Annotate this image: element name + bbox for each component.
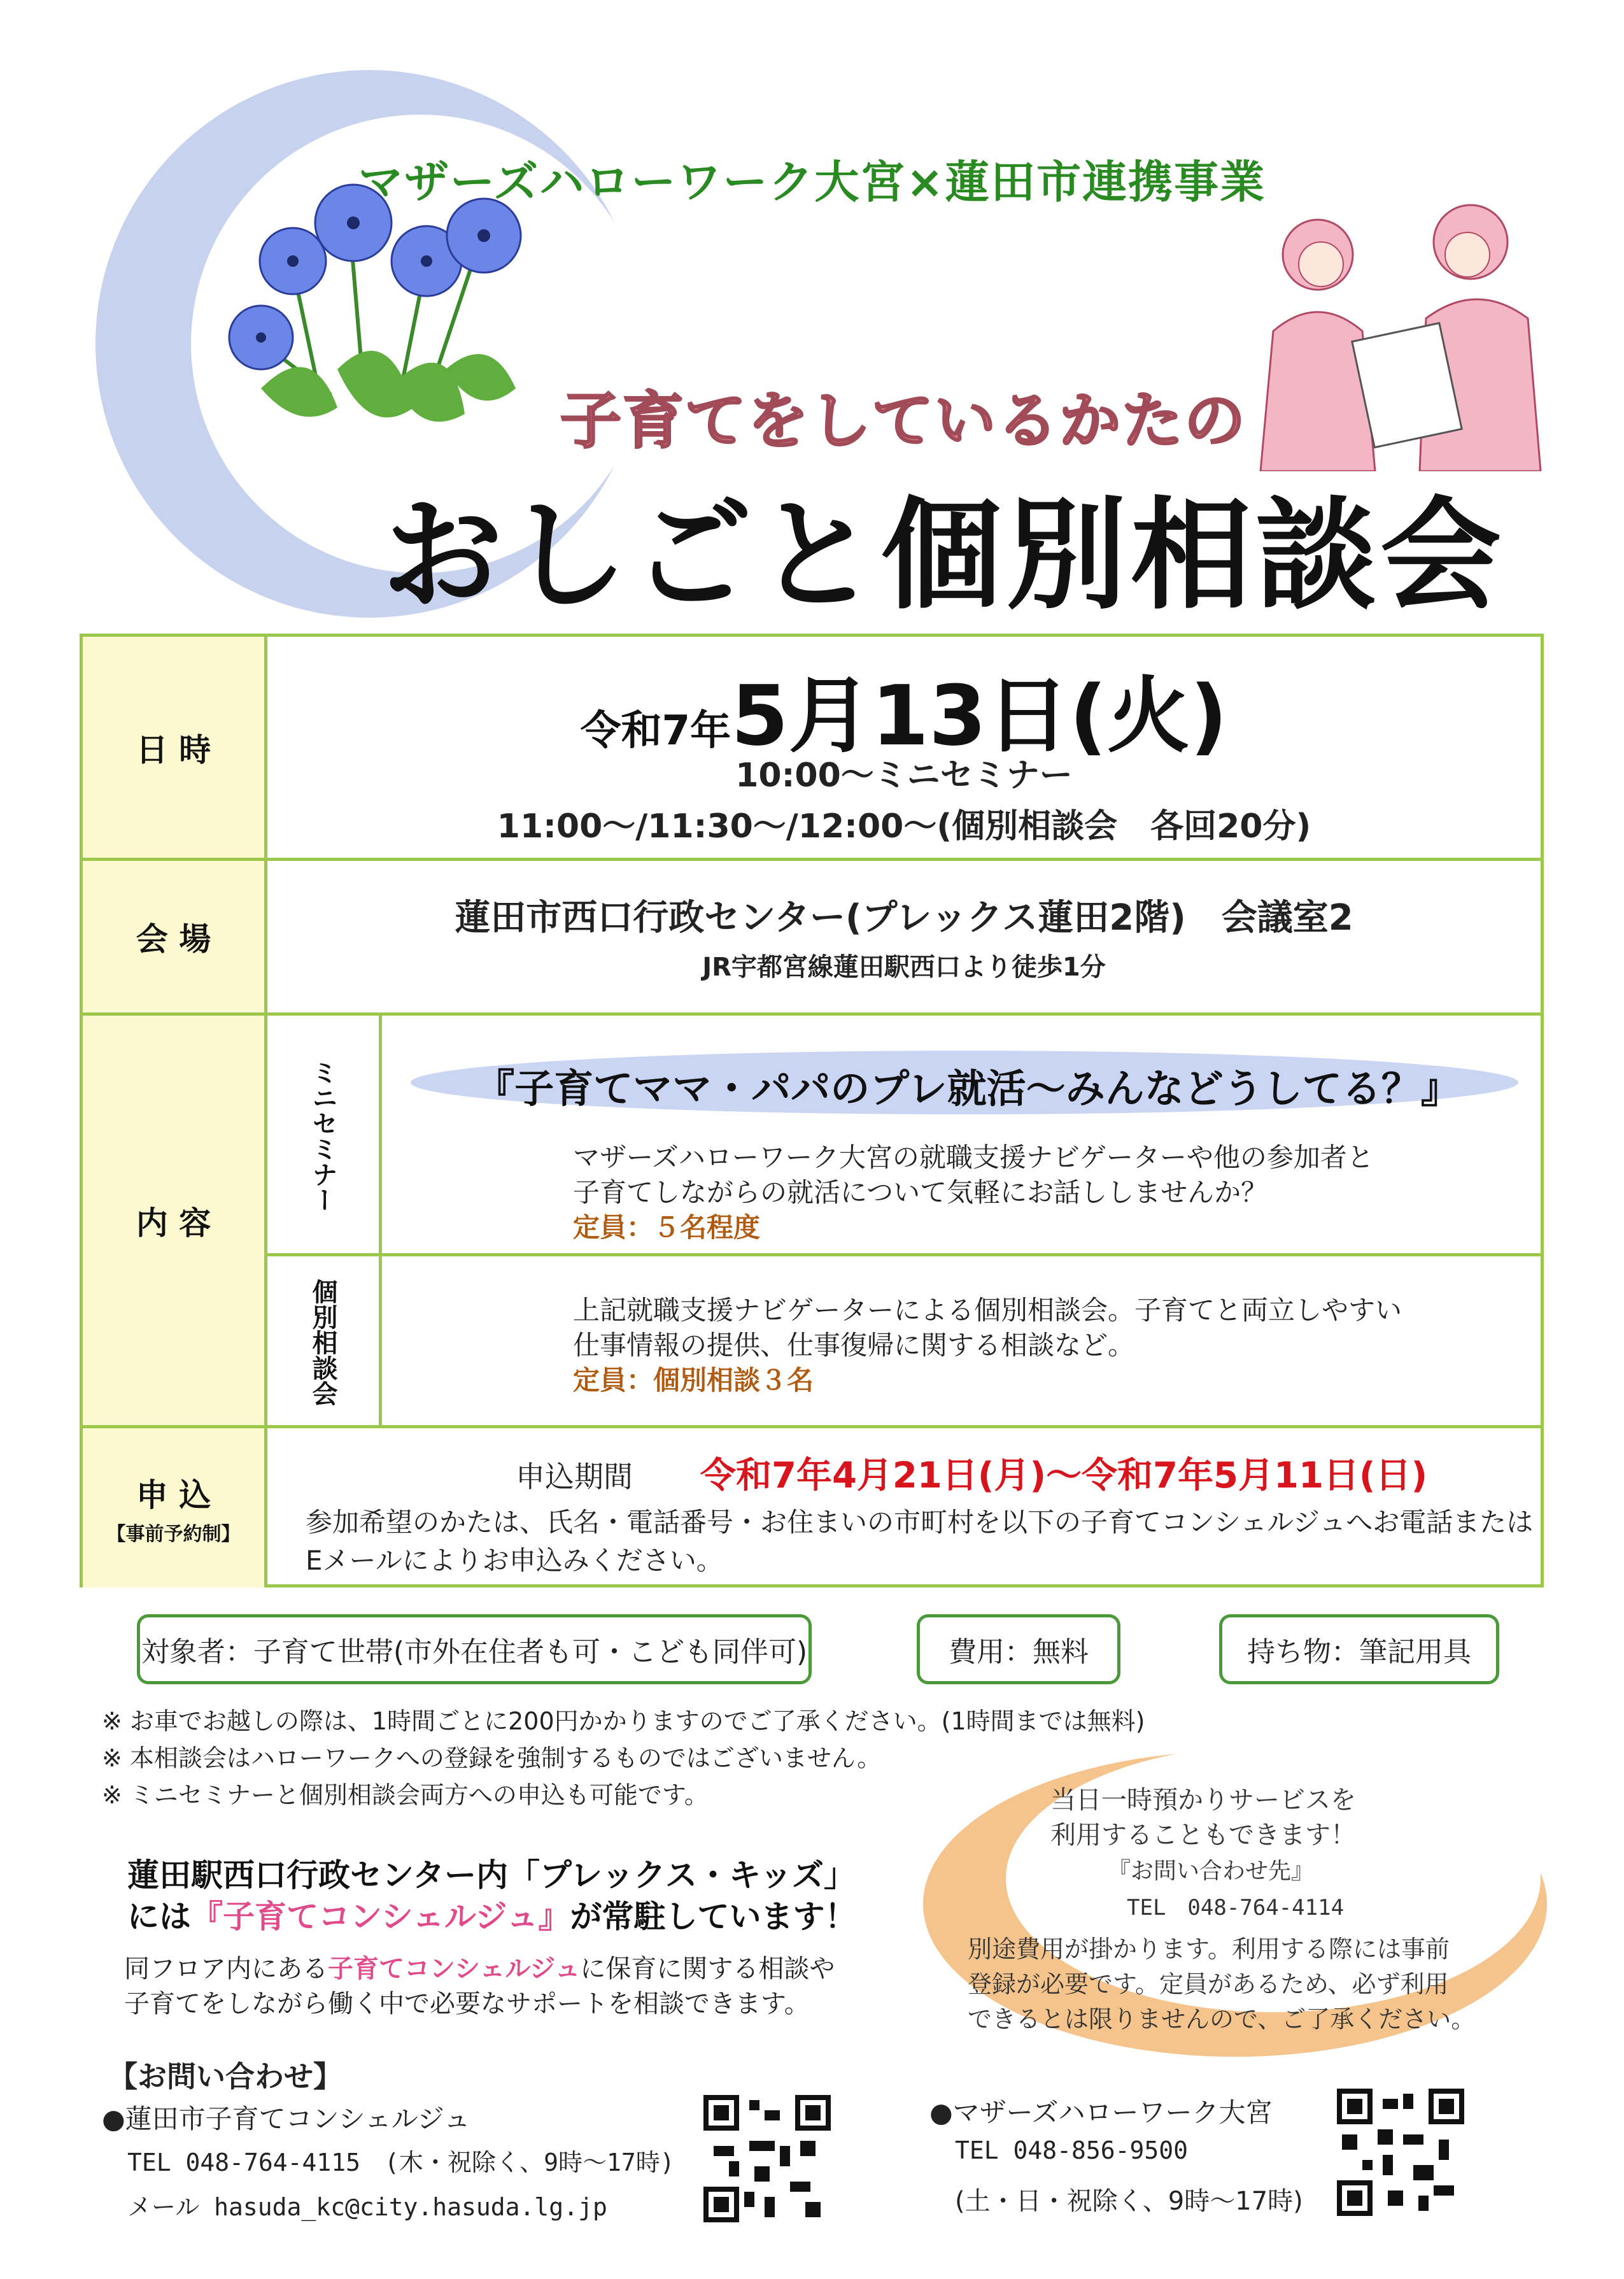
venue-label: 会 場 (83, 861, 267, 1012)
childcare-desc-1: 別途費用が掛かります。利用する際には事前 (968, 1935, 1450, 1963)
kids-heading-2-post: が常駐しています！ (570, 1898, 857, 1935)
kids-heading-2 (127, 1891, 857, 1937)
kids-body-1-post: に保育に関する相談や (580, 1954, 835, 1984)
seminar-title: 『子育てママ・パパのプレ就活〜みんなどうしてる？』 (475, 1065, 1460, 1112)
contact-right-hours: (土・日・祝除く、9時〜17時) (955, 2187, 1303, 2216)
childcare-tel: TEL 048-764-4114 (1127, 1895, 1345, 1920)
consultation-desc-1: 上記就職支援ナビゲーターによる個別相談会。子育てと両立しやすい (573, 1295, 1402, 1326)
target-audience-subtitle: 子育てをしているかたの (560, 385, 1246, 457)
kids-body-1-em: 子育てコンシェルジュ (328, 1954, 581, 1984)
contact-right-tel: TEL 048-856-9500 (955, 2136, 1189, 2164)
consultation-times: 11:00〜/11:30〜/12:00〜(個別相談会 各回20分) (497, 807, 1311, 846)
apply-period: 令和7年4月21日(月)〜令和7年5月11日(日) (700, 1455, 1428, 1496)
kids-heading-2-pre: には (127, 1898, 191, 1935)
event-date-main: 5月13日(火) (731, 667, 1228, 764)
apply-label (83, 1428, 267, 1587)
venue-name: 蓮田市西口行政センター(プレックス蓮田2階) 会議室2 (455, 897, 1353, 939)
seminar-desc-1: マザーズハローワーク大宮の就職支援ナビゲーターや他の参加者と (573, 1142, 1374, 1173)
seminar-label: ミニセミナー (267, 1016, 382, 1256)
seminar-desc-2: 子育てしながらの就活について気軽にお話ししませんか？ (573, 1177, 1268, 1208)
qr-code-icon[interactable] (1337, 2089, 1464, 2216)
venue-cell (267, 861, 1541, 1012)
apply-label-sub: 【事前予約制】 (106, 1523, 241, 1545)
kids-body-2: 子育てをしながら働く中で必要なサポートを相談できます。 (124, 1989, 810, 2019)
target-audience-tag: 対象者：子育て世帯(市外在住者も可・こども同伴可) (137, 1614, 812, 1684)
venue-access: JR宇都宮線蓮田駅西口より徒歩1分 (702, 953, 1106, 982)
event-info-table (80, 634, 1544, 1587)
content-cell (267, 1016, 1541, 1425)
apply-row (83, 1428, 1541, 1587)
note-registration: ※ 本相談会はハローワークへの登録を強制するものではございません。 (102, 1744, 882, 1772)
contact-left-mail: メール hasuda_kc@city.hasuda.lg.jp (127, 2193, 607, 2221)
apply-desc-2: Eメールによりお申込みください。 (306, 1545, 723, 1576)
contact-right-name: ●マザーズハローワーク大宮 (929, 2097, 1273, 2128)
consultation-label: 個別相談会 (267, 1256, 382, 1428)
note-both-applications: ※ ミニセミナーと個別相談会両方への申込も可能です。 (102, 1781, 709, 1809)
page-title: おしごと個別相談会 (382, 485, 1506, 626)
event-era: 令和7年 (580, 707, 731, 755)
childcare-desc-3: できるとは限りませんので、ご了承ください。 (968, 2005, 1476, 2033)
seminar-time: 10:00〜ミニセミナー (735, 756, 1073, 795)
content-row (83, 1016, 1541, 1428)
fee-tag: 費用：無料 (917, 1614, 1120, 1684)
apply-desc-1: 参加希望のかたは、氏名・電話番号・お住まいの市町村を以下の子育てコンシェルジュへお電話または (306, 1507, 1534, 1538)
childcare-line-2: 利用することもできます！ (1050, 1821, 1356, 1850)
collaboration-subtitle: マザーズハローワーク大宮×蓮田市連携事業 (358, 156, 1266, 208)
apply-cell (267, 1428, 1541, 1587)
childcare-desc-2: 登録が必要です。定員があるため、必ず利用 (968, 1970, 1449, 1998)
kids-heading-2-em: 『子育てコンシェルジュ』 (191, 1898, 570, 1935)
contact-heading: 【お問い合わせ】 (108, 2059, 342, 2094)
consultation-desc-2: 仕事情報の提供、仕事復帰に関する相談など。 (573, 1330, 1135, 1361)
qr-code-icon[interactable] (703, 2095, 831, 2222)
childcare-contact-label: 『お問い合わせ先』 (1108, 1858, 1315, 1884)
kids-body-1-pre: 同フロア内にある (124, 1954, 328, 1984)
items-to-bring-tag: 持ち物：筆記用具 (1219, 1614, 1499, 1684)
date-cell (267, 637, 1541, 858)
contact-left-tel: TEL 048-764-4115 (木・祝除く、9時〜17時) (127, 2148, 675, 2176)
note-parking: ※ お車でお越しの際は、1時間ごとに200円かかりますのでご了承ください。(1時間までは無料) (102, 1707, 1145, 1735)
apply-label-main: 申 込 (136, 1477, 211, 1514)
childcare-line-1: 当日一時預かりサービスを (1050, 1786, 1356, 1815)
content-divider (267, 1253, 1541, 1256)
contact-left-name: ●蓮田市子育てコンシェルジュ (102, 2103, 470, 2134)
date-row (83, 637, 1541, 861)
kids-body-1 (124, 1949, 835, 1985)
content-label: 内 容 (83, 1016, 267, 1425)
date-label: 日 時 (83, 637, 267, 858)
apply-period-label: 申込期間 (516, 1459, 633, 1494)
consultation-women-illustration (1241, 204, 1547, 471)
venue-row (83, 861, 1541, 1016)
seminar-capacity: 定員：５名程度 (573, 1212, 761, 1243)
consultation-capacity: 定員：個別相談３名 (573, 1365, 814, 1396)
nemophila-flowers-illustration (223, 178, 579, 446)
kids-heading-1: 蓮田駅西口行政センター内「プレックス・キッズ」 (127, 1857, 856, 1894)
